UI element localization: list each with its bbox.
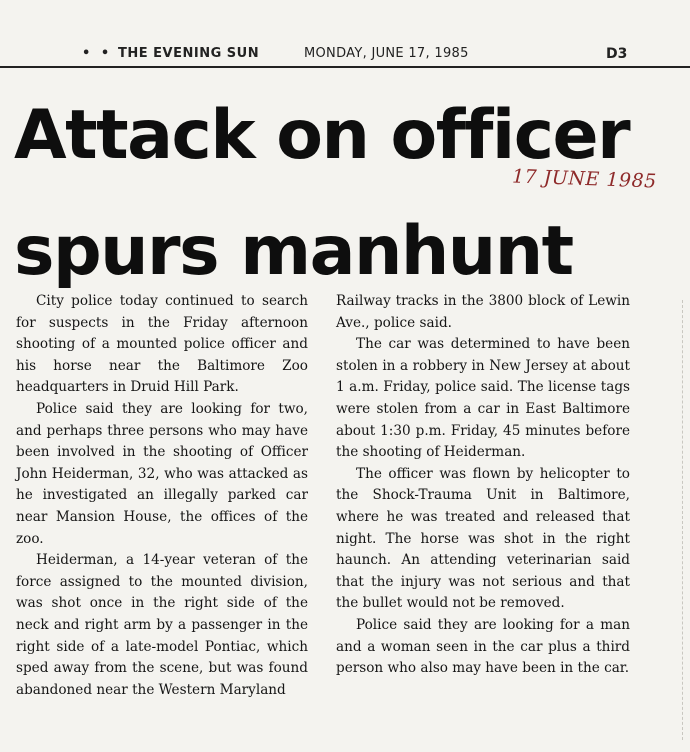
article-paragraph: The officer was flown by helicopter to the Shock-Trauma Unit in Baltimore, where he was treated and released that night. The horse was shot in the right haunch. An attending veterinarian said that the injury was not serious and that the bullet would not be removed. (336, 465, 630, 612)
newspaper-name: THE EVENING SUN (118, 46, 260, 61)
header-dots: • • (82, 46, 113, 61)
headline-line-2: spurs manhunt (14, 212, 573, 291)
article-paragraph: Police said they are looking for a man and a woman seen in the car plus a third person who also may have been in the car. (336, 616, 630, 677)
handwritten-date-stamp: 17 JUNE 1985 (511, 165, 658, 193)
torn-edge (682, 300, 685, 740)
article-paragraph: Heiderman, a 14-year veteran of the force assigned to the mounted division, was shot once in the right side of the neck and right arm by a passenger in the right side of a late-model Pontiac, which sped away from the scene, but was found abandoned near the Western Maryland (16, 552, 308, 698)
article-paragraph: City police today continued to search for suspects in the Friday afternoon shooting of a mounted police officer and his horse near the Baltimore Zoo headquarters in Druid Hill Park. (16, 293, 308, 396)
article-column-right (336, 291, 630, 680)
running-header (60, 46, 690, 64)
headline (14, 78, 684, 310)
article-paragraph: The car was determined to have been stolen in a robbery in New Jersey at about 1 a.m. Friday, police said. The license tags were stolen from a car in East Baltimore about 1:30 p.m. Friday, 45 minutes before the shooting of Heiderman. (336, 336, 630, 461)
headline-line-1: Attack on officer (14, 96, 630, 175)
article-paragraph-continued: Railway tracks in the 3800 block of Lewin Ave., police said. (336, 293, 630, 331)
article-paragraph: Police said they are looking for two, and perhaps three persons who may have been involved in the shooting of Officer John Heiderman, 32, who was attacked as he investigated an illegally parked car near Mansion House, the offices of the zoo. (16, 400, 308, 547)
page-number: D3 (606, 46, 628, 62)
article-column-left (16, 291, 308, 701)
issue-date: MONDAY, JUNE 17, 1985 (304, 46, 469, 61)
header-rule (0, 66, 690, 68)
